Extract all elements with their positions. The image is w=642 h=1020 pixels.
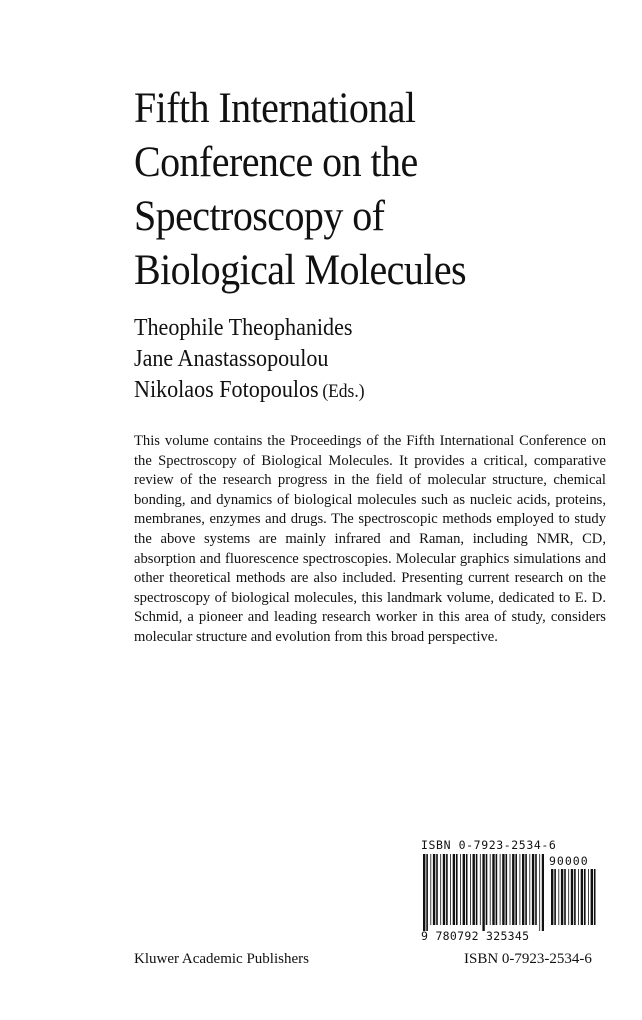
publisher-name: Kluwer Academic Publishers bbox=[134, 951, 309, 967]
book-title bbox=[134, 82, 571, 298]
title-line: Conference on the bbox=[134, 139, 418, 186]
editor-name-last bbox=[134, 375, 520, 407]
barcode-isbn-label: ISBN 0-7923-2534-6 bbox=[421, 838, 557, 852]
title-line: Biological Molecules bbox=[134, 247, 467, 294]
editor-name: Jane Anastassopoulou bbox=[134, 346, 329, 372]
barcode-bars-main bbox=[421, 854, 544, 931]
title-line: Fifth International bbox=[134, 85, 416, 132]
barcode bbox=[421, 838, 599, 942]
title-line: Spectroscopy of bbox=[134, 193, 385, 240]
barcode-bars-addon bbox=[549, 869, 599, 931]
footer-isbn: ISBN 0-7923-2534-6 bbox=[464, 951, 592, 967]
book-description bbox=[134, 432, 606, 648]
barcode-addon-number: 90000 bbox=[549, 854, 589, 868]
editors-block bbox=[134, 313, 520, 407]
editor-name: Theophile Theophanides bbox=[134, 315, 353, 341]
editors-suffix: (Eds.) bbox=[322, 381, 365, 402]
editor-name: Nikolaos Fotopoulos bbox=[134, 377, 319, 403]
barcode-ean-digits: 9 780792 325345 bbox=[421, 929, 530, 943]
description-text: This volume contains the Proceedings of the Fifth International Conference on the Spectroscopy of Biological Molecules. It provides a critical, comparative review of the research progress in the field of molecular structure, chemical bonding, and dynamics of biological molecules such as nucleic acids, proteins, membranes, enzymes and drugs. The spectroscopic methods employed to study the above systems are mainly infrared and Raman, including NMR, CD, absorption and fluorescence spectroscopies. Molecular graphics simulations and other theoretical methods are also included. Presenting current research on the spectroscopy of biological molecules, this landmark volume, dedicated to E. D. Schmid, a pioneer and leading research worker in this area of study, considers molecular structure and evolution from this broad perspective. bbox=[134, 433, 606, 645]
